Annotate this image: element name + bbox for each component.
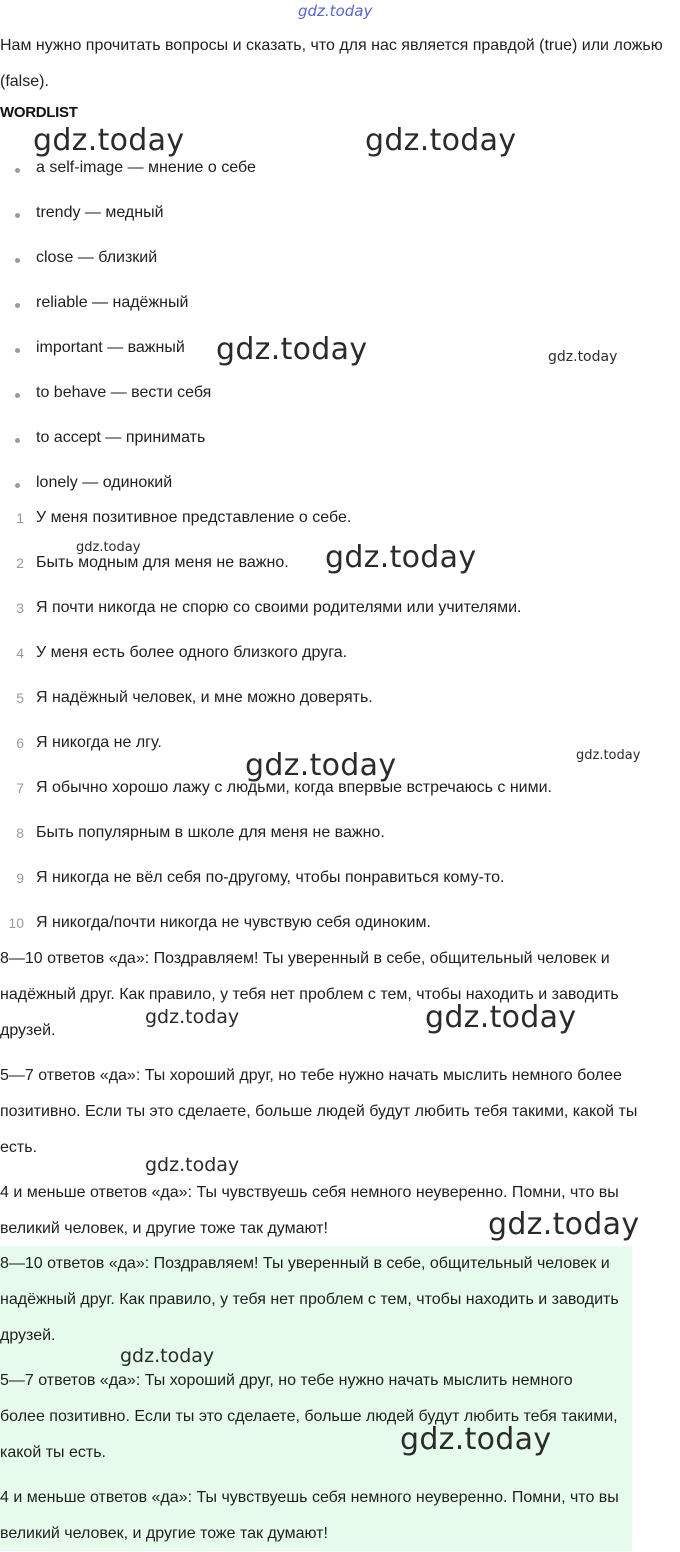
intro-text: Нам нужно прочитать вопросы и сказать, что для нас является правдой (true) или ложью (false). [0,37,663,90]
watermark: gdz.today [548,349,618,365]
watermark: gdz.today [425,1000,577,1035]
result-paragraph: 8—10 ответов «да»: Поздравляем! Ты уверенный в себе, общительный человек и надёжный друг. Как правило, у тебя нет проблем с тем, чтобы находить и заводить друзей. [0,950,619,1039]
answer-paragraph: 4 и меньше ответов «да»: Ты чувствуешь себя немного неуверенно. Помни, что вы великий человек, и другие тоже так думают! [0,1489,619,1542]
bullet-icon [15,438,20,443]
watermark: gdz.today [400,1422,552,1457]
bullet-icon [15,483,20,488]
watermark: gdz.today [365,123,517,158]
watermark: gdz.today [488,1207,640,1242]
bullet-icon [15,213,20,218]
answer-paragraph: 5—7 ответов «да»: Ты хороший друг, но тебе нужно начать мыслить немного более позитивно. Если ты это сделаете, больше людей будут любить тебя такими, какой ты есть. [0,1372,618,1461]
result-paragraph: 4 и меньше ответов «да»: Ты чувствуешь себя немного неуверенно. Помни, что вы великий человек, и другие тоже так думают! [0,1184,619,1237]
answer-paragraph: 8—10 ответов «да»: Поздравляем! Ты уверенный в себе, общительный человек и надёжный друг. Как правило, у тебя нет проблем с тем, чтобы находить и заводить друзей. [0,1255,619,1344]
watermark: gdz.today [145,1154,240,1176]
bullet-icon [15,258,20,263]
watermark: gdz.today [298,2,373,20]
watermark: gdz.today [33,123,185,158]
watermark: gdz.today [245,748,397,783]
bullet-icon [15,393,20,398]
watermark: gdz.today [120,1345,215,1367]
watermark: gdz.today [216,332,368,367]
watermark: gdz.today [325,540,477,575]
wordlist-heading: WORDLIST [0,104,78,121]
watermark: gdz.today [76,540,141,555]
bullet-icon [15,168,20,173]
bullet-icon [15,348,20,353]
watermark: gdz.today [576,748,641,763]
watermark: gdz.today [145,1006,240,1028]
result-paragraph: 5—7 ответов «да»: Ты хороший друг, но тебе нужно начать мыслить немного более позитивно. Если ты это сделаете, больше людей будут любить тебя такими, какой ты есть. [0,1067,638,1156]
bullet-icon [15,303,20,308]
